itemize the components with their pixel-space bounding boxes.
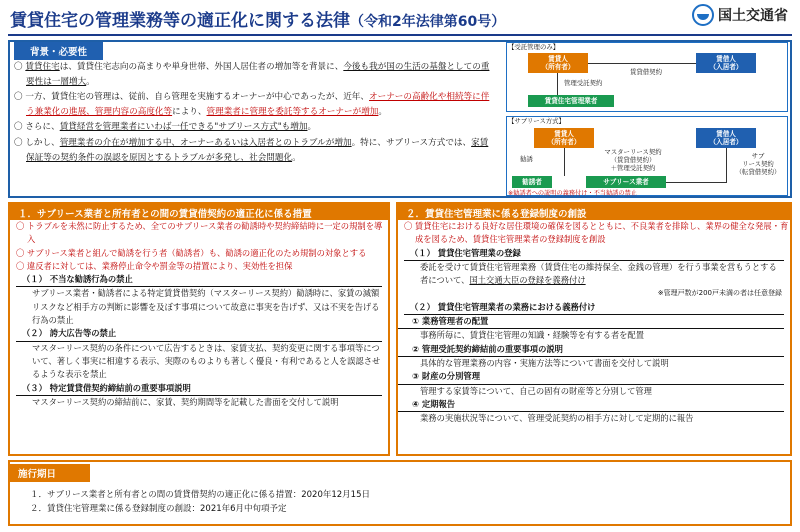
sublease-measures-panel: [8, 202, 390, 456]
duty-4-text: 業務の実施状況等について、管理受託契約の相手方に対して定期的に報告: [420, 413, 694, 424]
solicitation-label: 勧誘: [520, 155, 533, 163]
background-tag: 背景・必要性: [14, 42, 103, 60]
management-diagram: [506, 42, 788, 196]
schedule-item-1: １．サブリース業者と所有者との間の賃貸借契約の適正化に係る措置：2020年12月15日: [30, 490, 371, 500]
title-divider: [8, 34, 792, 36]
registration-s1-head: （１） 賃貸住宅管理業の登録: [404, 247, 784, 261]
sublease-measures-body: [10, 220, 388, 409]
management-line: [557, 73, 558, 95]
enforcement-schedule: [8, 460, 792, 526]
solicitor-red-note: ※勧誘者への説明の義務付け・不当勧誘の禁止: [508, 190, 637, 197]
background-point-2: 〇 一方、賃貸住宅の管理は、従前、自ら管理を実施するオーナーが中心であったが、近年、オーナーの高齢化や相続等に伴う兼業化の進展、管理内容の高度化等により、管理業者に管理を委託等するオーナーが増加。: [14, 92, 490, 117]
background-text: [14, 60, 492, 166]
sublease-line-h: [666, 182, 726, 183]
registration-body: [398, 220, 790, 425]
schedule-head: 施行期日: [10, 464, 90, 482]
schedule-item-2: ２．賃貸住宅管理業に係る登録制度の創設：2021年6月中旬項予定: [30, 504, 287, 514]
logo-text: 国土交通省: [718, 8, 788, 24]
duty-3-head: ③ 財産の分別管理: [398, 370, 784, 384]
sublease-item-2: 〇 サブリース業者と組んで勧誘を行う者（勧誘者）も、勧誘の適正化のため規制の対象とする: [16, 247, 367, 258]
page-title-sub: （令和2年法律第60号）: [350, 14, 506, 30]
registration-note: ※管理戸数が200戸未満の者は任意登録: [657, 289, 782, 298]
duty-1-text: 事務所毎に、賃貸住宅管理の知識・経験等を有する者を配置: [420, 330, 645, 341]
lease-line: [588, 63, 696, 64]
duty-3-text: 管理する家賃等について、自己の固有の財産等と分別して管理: [420, 385, 652, 396]
unfair-solicitation-text: サブリース業者・勧誘者による特定賃貸借契約（マスターリース契約）勧誘時に、家賃の減額リスクなど相手方の判断に影響を及ぼす事項について故意に事実を告げず、又は不実を告げる行為の禁止: [32, 288, 380, 326]
master-lease-label: マスターリース契約 （賃貸借契約） ＋管理受託契約: [604, 148, 662, 172]
mlit-logo-icon: [692, 4, 714, 26]
background-point-4: 〇 しかし、管理業者の介在が増加する中、オーナーあるいは入居者とのトラブルが増加。特に、サブリース方式では、家賃保証等の契約条件の誤認を原因とするトラブルが多発し、社会問題化。: [14, 137, 489, 163]
tenant-node: 賃借人 （入居者）: [696, 53, 756, 73]
registration-head: ２．賃貸住宅管理業に係る登録制度の創設: [398, 204, 790, 220]
important-matters-text: マスターリース契約の締結前に、家賃、契約期間等を記載した書面を交付して説明: [32, 396, 339, 407]
sublease-item-1: 〇 トラブルを未然に防止するため、全てのサブリース業者の勧誘時や契約締結時に一定の規制を導入: [16, 221, 383, 245]
solicitor-node: 勧誘者: [512, 176, 552, 188]
registration-item: 〇 賃貸住宅における良好な居住環境の確保を図るとともに、不良業者を排除し、業界の健全な発展・育成を図るため、賃貸住宅管理業者の登録制度を創設: [404, 221, 789, 245]
sublease-title: 【サブリース方式】: [508, 117, 565, 125]
lease-contract-label: 賃貸借契約: [630, 68, 662, 76]
owner-node: 賃貸人 （所有者）: [528, 53, 588, 73]
sublease-contract-label: サブ リース契約 （転貸借契約）: [735, 152, 781, 176]
duty-2-head: ② 管理受託契約締結前の重要事項の説明: [398, 343, 784, 357]
duty-2-text: 具体的な管理業務の内容・実施方法等について書面を交付して説明: [420, 357, 669, 368]
registration-s1-text: 委託を受けて賃貸住宅管理業務（賃貸住宅の維持保全、金銭の管理）を行う事業を営もうとする者について、国土交通大臣の登録を義務付け: [420, 261, 777, 286]
ministry-logo: [692, 4, 788, 26]
duty-1-head: ① 業務管理者の配置: [398, 315, 784, 329]
duty-4-head: ④ 定期報告: [398, 398, 784, 412]
sublease-item-3: 〇 違反者に対しては、業務停止命令や罰金等の措置により、実効性を担保: [16, 260, 293, 271]
master-lease-line: [564, 148, 565, 176]
exaggerated-ad-text: マスターリース契約の条件について広告するときは、家賃支払、契約変更に関する事項等について、著しく事実に相違する表示、実際のものよりも著しく優良・有利であると人を誤認させるような表示を禁止: [32, 342, 381, 380]
unfair-solicitation-head: （１） 不当な勧誘行為の禁止: [16, 273, 382, 287]
owner-node-2: 賃貸人 （所有者）: [534, 128, 594, 148]
important-matters-head: （３） 特定賃貸借契約締結前の重要事項説明: [16, 382, 382, 396]
management-contract-label: 管理受託契約: [564, 79, 603, 87]
page-title: 賃貸住宅の管理業務等の適正化に関する法律（令和2年法律第60号）: [10, 11, 506, 31]
registration-panel: [396, 202, 792, 456]
entrusted-title: 【受託管理のみ】: [508, 43, 560, 51]
sublease-company-node: サブリース業者: [586, 176, 666, 188]
tenant-node-2: 賃借人 （入居者）: [696, 128, 756, 148]
background-point-1: 〇 賃貸住宅は、賃貸住宅志向の高まりや単身世帯、外国人居住者の増加等を背景に、今後も我が国の生活の基盤としての重要性は一層増大。: [14, 62, 490, 87]
exaggerated-ad-head: （２） 誇大広告等の禁止: [16, 327, 382, 341]
sublease-line-v: [726, 148, 727, 183]
sublease-measures-head: １．サブリース業者と所有者との間の賃貸借契約の適正化に係る措置: [10, 204, 388, 220]
background-point-3: 〇 さらに、賃貸経営を管理業者にいわば一任できる"サブリース方式"も増加。: [14, 122, 317, 133]
registration-s2-head: （２） 賃貸住宅管理業者の業務における義務付け: [404, 301, 784, 315]
manager-node: 賃貸住宅管理業者: [528, 95, 614, 107]
